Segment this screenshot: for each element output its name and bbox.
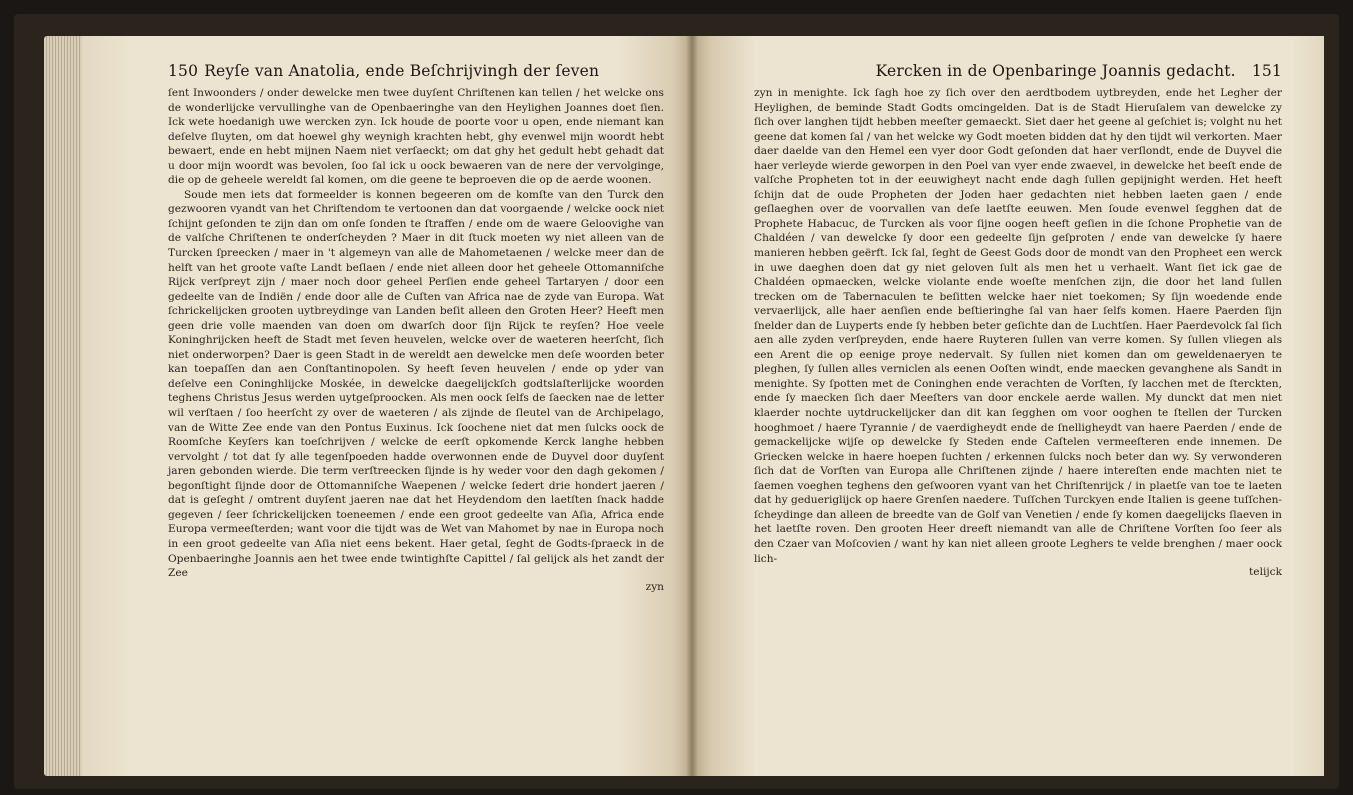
paragraph: ſent Inwoonders / onder dewelcke men twee duyſent Chriſtenen kan tellen / het welcke ons de wonderlijcke vervullinghe van de Openbaeringhe van den Heylighen Joannes doet ſien. Ick wete hoedanigh uwe wercken zyn. Ick houde de poorte voor u open, ende niemant kan deſelve ſluyten, om dat hoewel ghy weynigh krachten hebt, ghy evenwel mijn woordt hebt bewaert, ende en hebt mijnen Naem niet verſaeckt; om dat ghy het gedult hebt gehadt dat u door mijn woordt was bevolen, ſoo ſal ick u oock bewaeren van de nere der vervolginge, die op de geheele wereldt ſal komen, om die geene te beproeven die op de aerde woonen.	[168, 87, 664, 187]
left-body-text	[168, 86, 664, 581]
left-running-head	[168, 62, 664, 80]
book-gutter	[686, 36, 698, 776]
left-page	[82, 36, 692, 776]
right-body-text	[754, 86, 1282, 566]
paragraph: zyn in menighte. Ick ſagh hoe zy ſich over den aerdtbodem uytbreyden, ende het Legher der Heylighen, de beminde Stadt Godts omcingelden. Dat is de Stadt Hieruſalem van dewelcke zy ſich over langhen tijdt hebben meeſter gemaeckt. Siet daer het geene al geſchiet is; volght nu het geene dat komen ſal / van het welcke wy Godt moeten bidden dat hy den tijdt wil verkorten. Maer daer daelde van den Hemel een vyer door Godt geſonden dat haer verſlondt, ende de Duyvel die haer verleyde wierde geworpen in den Poel van vyer ende zwaevel, in dewelcke het beeſt ende de valſche Propheten tot in der eeuwigheyt nacht ende dagh ſullen gepijnight werden. Het heeft ſchijn dat de oude Propheten der Joden haer gedachten niet hebben laeten gaen / ende geſlaeghen over de voorvallen van deſe laetſte eeuwen. Men ſoude evenwel ſegghen dat de Prophete Habacuc, de Turcken als voor ſijne oogen heeft geſien in die ſchone Prophetie van de Chaldéen / van dewelcke ſy door een gedeelte ſijn geſproten / ende van dewelcke ſy haere manieren hebben geërft. Ick ſal, ſeght de Geest Gods door de mondt van den Propheet een werck in uwe daeghen doen dat gy niet geloven ſult als men het u verhaelt. Want ſiet ick gae de Chaldéen opmaecken, welcke violante ende woeſte menſchen zijn, die door het land ſullen trecken om de Tabernaculen te beſitten welcke haer niet toekomen; Sy ſijn woedende ende vervaerlijck, alle haer aenſien ende beſtieringhe ſal van haer ſelfs komen. Haere Paerden ſijn ſnelder dan de Luyperts ende ſy hebben beter geſichte dan de Luchtſen. Haer Paerdevolck ſal ſich aen alle zyden verſpreyden, ende haere Ruyteren ſullen van verre komen. Sy ſullen vliegen als een Arent die op eenige proye nedervalt. Sy ſullen niet komen dan om geweldenaeryen te pleghen, ſy ſullen alles verniclen als eenen Ooſten windt, ende maecken gevanghene als Sandt in menighte. Sy ſpotten met de Coninghen ende verachten de Vorſten, ſy lacchen met de ſterckten, ende ſy maecken ſich daer Meeſters van door enckele aerde wallen. My dunckt dat men niet klaerder nochte uytdruckelijcker dan dit kan ſegghen om voor ooghen te ſtellen der Turcken hooghmoet / haere Tyrannie / de vaerdigheydt ende de ſnelligheydt van haere Paerden / ende de gemackelijcke wijſe op dewelcke ſy Steden ende Caſtelen vermeeſteren ende innemen. De Griecken welcke in haere hoepen ſuchten / erkennen ſulcks noch beter dan wy. Sy verwonderen ſich dat de Vorſten van Europa alle Chriſtenen zijnde / haere intereſten ende machten niet te ſaemen voeghen teghens den geſwooren vyant van het Chriſtenrijck / in plaetſe van toe te laeten dat hy gedueriglijck op haere Grenſen naedere. Tuſſchen Turckyen ende Italien is geene tuſſchen-ſcheydinge dan alleen de breedte van de Golf van Venetien / ende ſy komen daegelijcks ſlaeven in het laetſte roven. Den grooten Heer dreeft niemandt van alle de Chriſtene Vorſten ſoo ſeer als den Czaer van Moſcovien / want hy kan niet alleen groote Leghers te velde brenghen / maer oock lich-	[754, 87, 1282, 565]
right-running-head	[754, 62, 1282, 80]
left-page-number: 150	[168, 62, 199, 80]
left-running-title: Reyſe van Anatolia, ende Beſchrijvingh der ſeven	[204, 62, 600, 80]
left-catchword: zyn	[645, 580, 664, 593]
right-catchword: telijck	[1249, 566, 1282, 579]
right-page-number: 151	[1251, 62, 1282, 80]
open-book	[14, 14, 1339, 789]
paragraph: Soude men iets dat formeelder is konnen begeeren om de komſte van den Turck den gezwooren vyandt van het Chriſtendom te vertoonen dan dat voorgaende / welcke oock niet ſchijnt geſonden te zijn dan om onſe ſonden te ſtraffen / ende om de waere Geloovighe van de valſche Chriſtenen te onderſcheyden ? Maer in dit ſtuck moeten wy niet alleen van de Turcken ſpreecken / maer in 't algemeyn van alle de Mahometaenen / welcke meer dan de helft van het groote vaſte Landt beſlaen / ende niet alleen door het geheele Ottomanniſche Rijck verſpreyt zijn / maer noch door geheel Perſien ende geheel Tartaryen / door een gedeelte van de Indiën / ende door alle de Cuſten van Africa nae de zyde van Europa. Wat ſchrickelijcken grooten uytbreydinge van Landen beſit alleen den Groten Heer? Heeft men geen drie volle maenden van doen om dwarſch door ſijn Rijck te reyſen? Hoe veele Koninghrijcken heeft de Stadt met ſeven heuvelen, welcke over de waeteren heerſcht, ſich niet onderworpen? Daer is geen Stadt in de wereldt aen dewelcke men deſe woorden beter kan toepaſſen dan aen Conſtantinopolen. Sy heeft ſeven heuvelen / ende op yder van deſelve een Coninghlijcke Moskée, in dewelcke daegelijckſch godtslaſterlijcke woorden teghens Christus Jesus werden uytgeſproocken. Als men oock ſelfs de ſaecken nae de letter wil verſtaen / ſoo heerſcht zy over de waeteren / als zijnde de ſleutel van de Archipelago, van de Witte Zee ende van den Pontus Euxinus. Ick ſoochene niet dat men ſulcks oock de Roomſche Keyſers kan toeſchrijven / welcke de eerſt opkomende Kerck langhe hebben vervolght / tot dat ſy alle tegenſpoeden hadde overwonnen ende de Duyvel door duyſent jaren gebonden wierde. Die term verſtreecken ſijnde is hy weder voor den dagh gekomen / begonſtight ſijnde door de Ottomanniſche Waepenen / welcke ſedert drie hondert jaeren / dat is geſeght / omtrent duyſent jaeren nae dat het Heydendom den laetſten ſnack hadde gegeven / ſeer ſchrickelijcken toeneemen / ende een groot gedeelte van Aſia, Africa ende Europa vermeeſterden; want voor die tijdt was de Wet van Mahomet by nae in Europa noch in een groot gedeelte van Aſia niet eens bekent. Haer getal, ſeght de Godts-ſpraeck in de Openbaeringhe Joannis aen het twee ende twintighſte Capittel / ſal gelijck als het zandt der Zee	[168, 188, 664, 580]
right-running-title: Kercken in de Openbaringe Joannis gedacht.	[875, 62, 1236, 80]
left-page-edges	[44, 36, 84, 776]
right-page	[692, 36, 1324, 776]
